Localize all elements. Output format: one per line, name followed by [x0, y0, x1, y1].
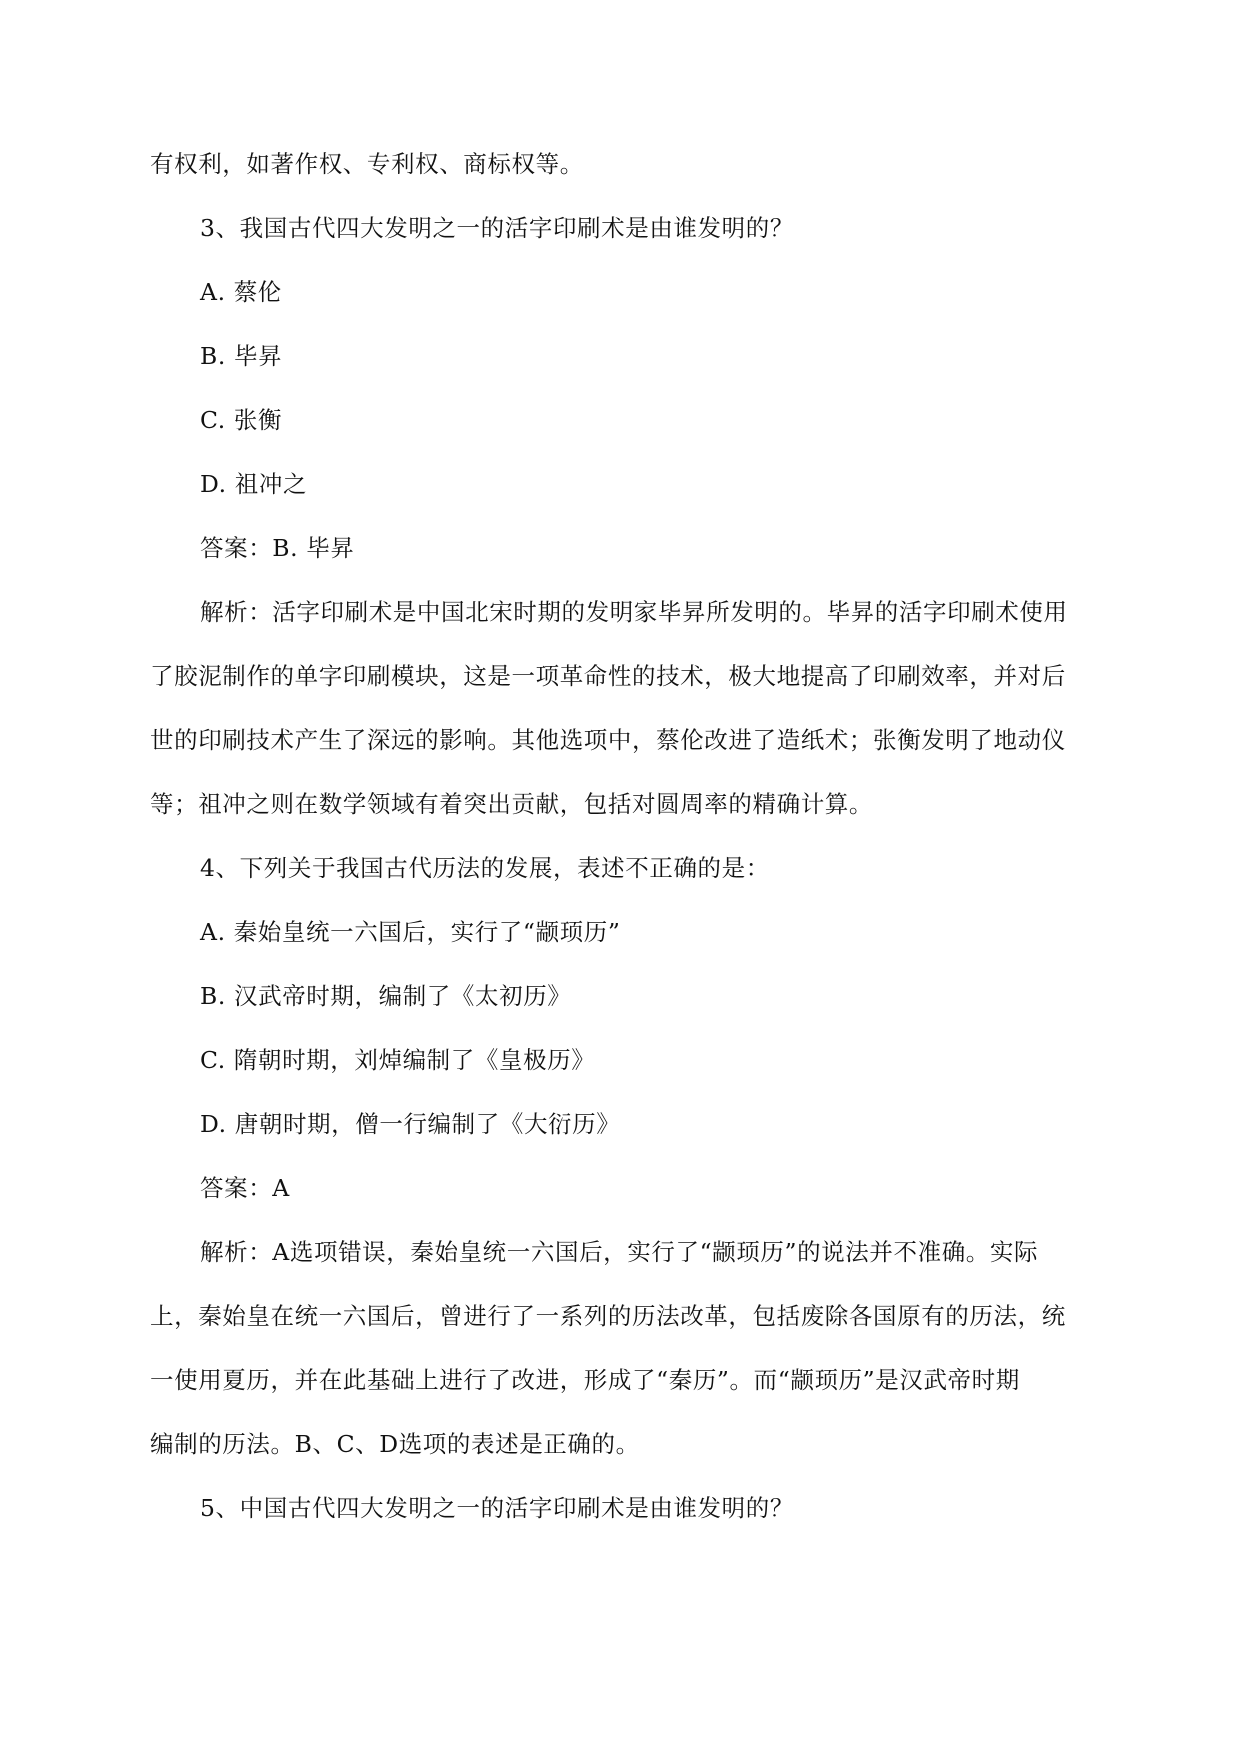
question-3-explanation-line: 世的印刷技术产生了深远的影响。其他选项中，蔡伦改进了造纸术；张衡发明了地动仪 [150, 726, 1066, 754]
question-3-option-b: B. 毕昇 [200, 342, 283, 370]
question-3-answer: 答案：B. 毕昇 [200, 534, 355, 562]
question-3-option-c: C. 张衡 [200, 406, 283, 434]
question-4-explanation-line: 一使用夏历，并在此基础上进行了改进，形成了“秦历”。而“颛顼历”是汉武帝时期 [150, 1366, 1020, 1394]
question-3-option-d: D. 祖冲之 [200, 470, 308, 498]
question-4-answer: 答案：A [200, 1174, 290, 1202]
question-4-option-a: A. 秦始皇统一六国后，实行了“颛顼历” [200, 918, 621, 946]
question-5-stem: 5、中国古代四大发明之一的活字印刷术是由谁发明的？ [200, 1494, 794, 1522]
question-4-explanation-line: 上，秦始皇在统一六国后，曾进行了一系列的历法改革，包括废除各国原有的历法，统 [150, 1302, 1066, 1330]
question-4-explanation-line: 编制的历法。B、C、D选项的表述是正确的。 [150, 1430, 640, 1458]
question-3-option-a: A. 蔡伦 [200, 278, 282, 306]
question-4-stem: 4、下列关于我国古代历法的发展，表述不正确的是： [200, 854, 770, 882]
question-3-stem: 3、我国古代四大发明之一的活字印刷术是由谁发明的？ [200, 214, 794, 242]
question-3-explanation-line: 了胶泥制作的单字印刷模块，这是一项革命性的技术，极大地提高了印刷效率，并对后 [150, 662, 1066, 690]
question-4-explanation-line: 解析：A选项错误，秦始皇统一六国后，实行了“颛顼历”的说法并不准确。实际 [200, 1238, 1039, 1266]
question-4-option-c: C. 隋朝时期，刘焯编制了《皇极历》 [200, 1046, 596, 1074]
question-3-explanation-line: 解析：活字印刷术是中国北宋时期的发明家毕昇所发明的。毕昇的活字印刷术使用 [200, 598, 1068, 626]
question-3-explanation-line: 等；祖冲之则在数学领域有着突出贡献，包括对圆周率的精确计算。 [150, 790, 873, 818]
question-4-option-d: D. 唐朝时期，僧一行编制了《大衍历》 [200, 1110, 621, 1138]
question-4-option-b: B. 汉武帝时期，编制了《太初历》 [200, 982, 572, 1010]
continuation-line: 有权利，如著作权、专利权、商标权等。 [150, 150, 584, 178]
